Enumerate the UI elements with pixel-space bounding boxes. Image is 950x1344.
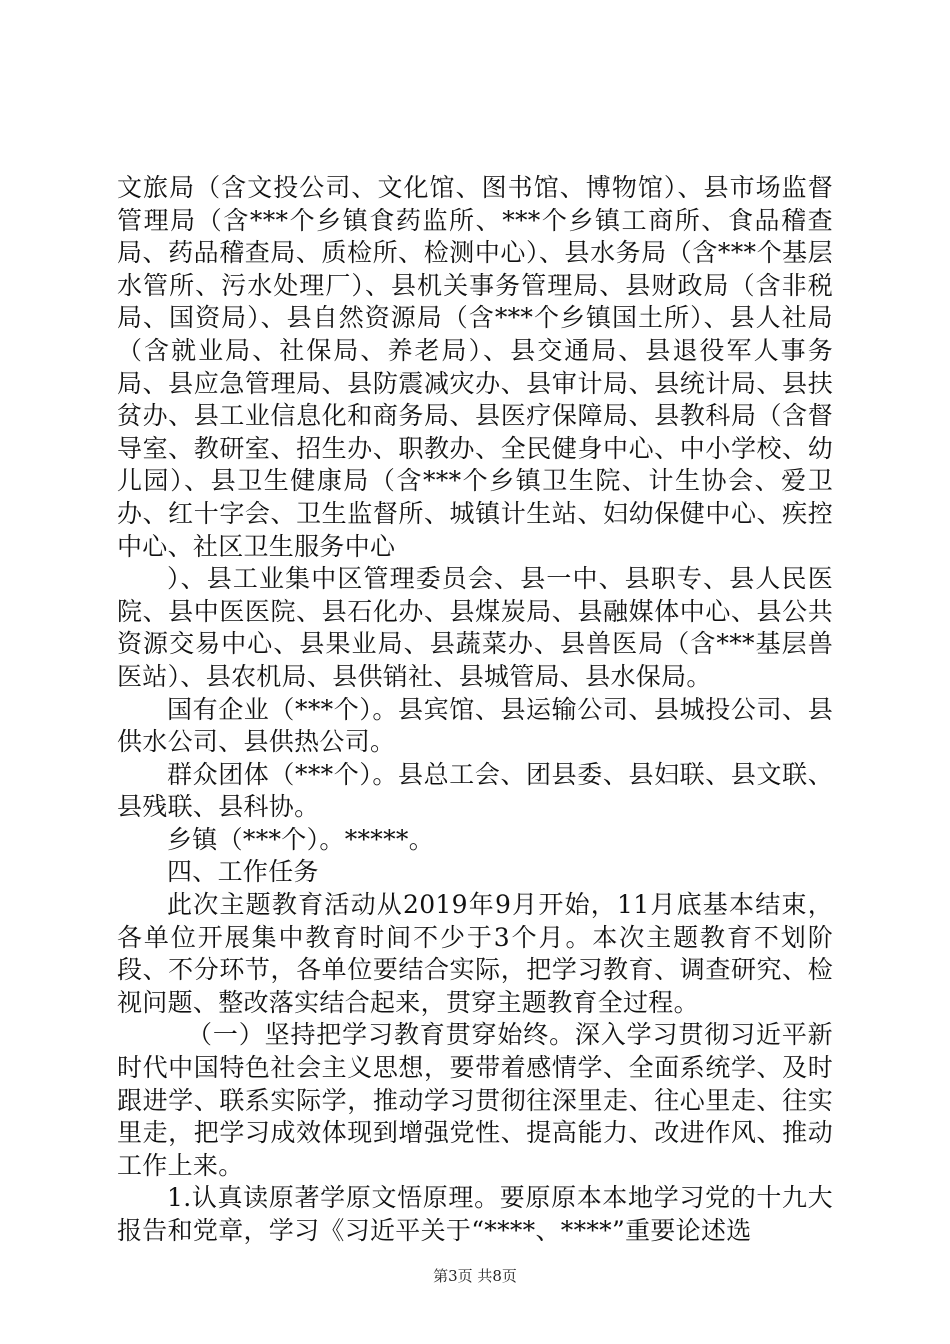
paragraph-read-originals: 1.认真读原著学原文悟原理。要原原本本地学习党的十九大报告和党章，学习《习近平关于“****、****”重要论述选 <box>117 1183 833 1245</box>
page-footer: 第3页 共8页 <box>433 1267 517 1285</box>
paragraph-agency-list: 文旅局（含文投公司、文化馆、图书馆、博物馆）、县市场监督管理局（含***个乡镇食药监所、***个乡镇工商所、食品稽查局、药品稽查局、质检所、检测中心）、县水务局（含***个基层水管所、污水处理厂）、县机关事务管理局、县财政局（含非税局、国资局）、县自然资源局（含***个乡镇国土所）、县人社局（含就业局、社保局、养老局）、县交通局、县退役军人事务局、县应急管理局、县防震减灾办、县审计局、县统计局、县扶贫办、县工业信息化和商务局、县医疗保障局、县教科局（含督导室、教研室、招生办、职教办、全民健身中心、中小学校、幼儿园）、县卫生健康局（含***个乡镇卫生院、计生协会、爱卫办、红十字会、卫生监督所、城镇计生站、妇幼保健中心、疾控中心、社区卫生服务中心 <box>117 173 833 561</box>
paragraph-schedule: 此次主题教育活动从2019年9月开始，11月底基本结束，各单位开展集中教育时间不少于3个月。本次主题教育不划阶段、不分环节，各单位要结合实际，把学习教育、调查研究、检视问题、整改落实结合起来，贯穿主题教育全过程。 <box>117 890 833 1017</box>
paragraph-mass-organizations: 群众团体（***个）。县总工会、团县委、县妇联、县文联、县残联、县科协。 <box>117 759 833 822</box>
paragraph-state-enterprises: 国有企业（***个）。县宾馆、县运输公司、县城投公司、县供水公司、县供热公司。 <box>117 694 833 757</box>
paragraph-towns: 乡镇（***个）。*****。 <box>167 824 435 854</box>
paragraph-agency-list-continued: ）、县工业集中区管理委员会、县一中、县职专、县人民医院、县中医医院、县石化办、县煤炭局、县融媒体中心、县公共资源交易中心、县果业局、县蔬菜办、县兽医局（含***基层兽医站）、县农机局、县供销社、县城管局、县水保局。 <box>117 564 833 691</box>
paragraph-study-education: （一）坚持把学习教育贯穿始终。深入学习贯彻习近平新时代中国特色社会主义思想，要带着感情学、全面系统学、及时跟进学、联系实际学，推动学习贯彻往深里走、往心里走、往实里走，把学习成效体现到增强党性、提高能力、改进作风、推动工作上来。 <box>117 1020 833 1180</box>
document-body <box>117 172 833 1248</box>
section-heading-work-tasks: 四、工作任务 <box>167 857 319 887</box>
